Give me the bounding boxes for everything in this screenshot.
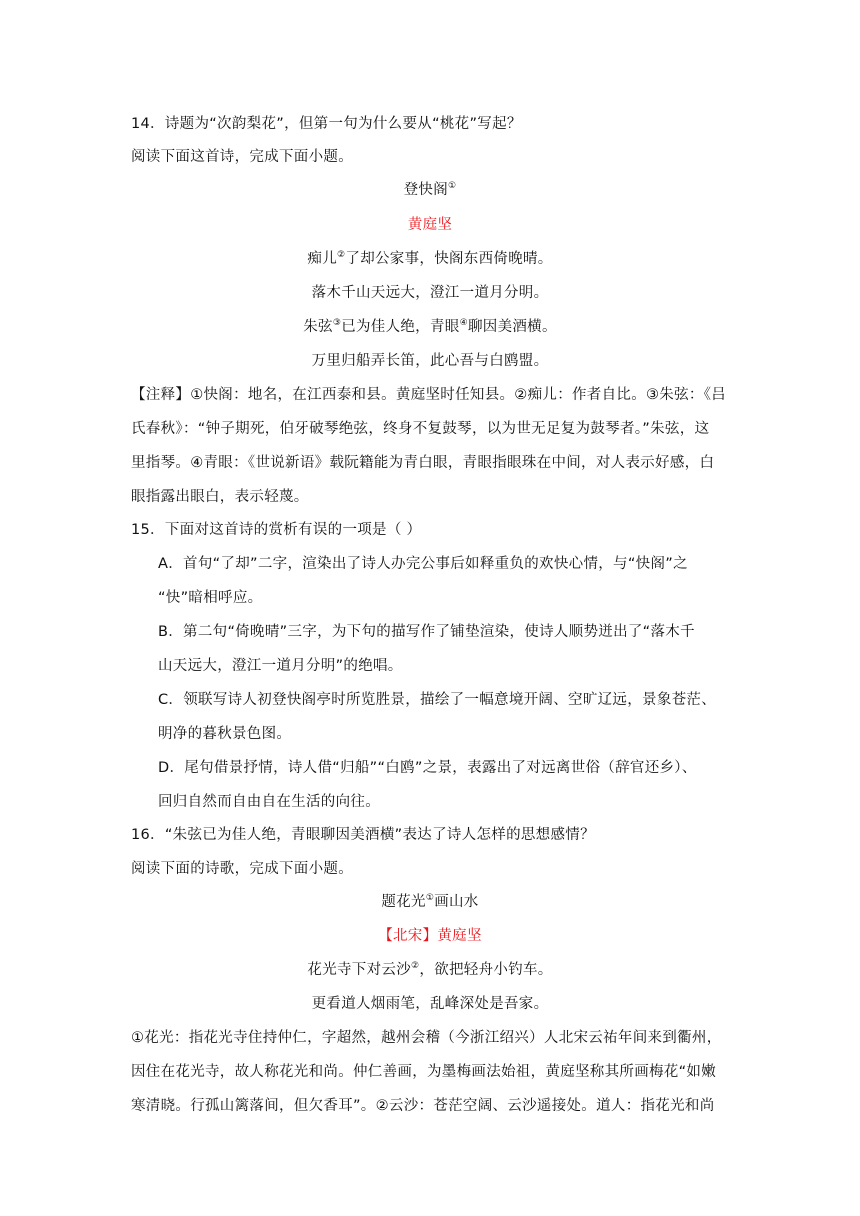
poem2-line-2: 更看道人烟雨笔，乱峰深处是吾家。: [311, 996, 549, 1012]
option-d: D．尾句借景抒情，诗人借“归船”“白鸥”之景，表露出了对远离世俗（辞官还乡）、: [158, 760, 697, 776]
option-b: B．第二句“倚晚晴”三字，为下句的描写作了铺垫渲染，使诗人顺势迸出了“落木千: [158, 624, 695, 640]
notes2-line: 寒清晓。行孤山篱落间，但欠香耳”。②云沙：苍茫空阔、云沙遥接处。道人：指花光和尚: [131, 1098, 715, 1114]
reading-instruction-1: 阅读下面这首诗，完成下面小题。: [131, 149, 353, 165]
notes1-line: 【注释】①快阁：地名，在江西泰和县。黄庭坚时任知县。②痴儿：作者自比。③朱弦：《吕: [131, 387, 727, 403]
reading-instruction-2: 阅读下面的诗歌，完成下面小题。: [131, 861, 353, 877]
notes2-line: 因住在花光寺，故人称花光和尚。仲仁善画，为墨梅画法始祖，黄庭坚称其所画梅花“如嫩: [131, 1064, 717, 1080]
question-16: 16．“朱弦已为佳人绝，青眼聊因美酒横”表达了诗人怎样的思想感情？: [131, 827, 595, 843]
option-d-cont: 回归自然而自由自在生活的向往。: [158, 794, 380, 810]
option-c: C．领联写诗人初登快阁亭时所览胜景，描绘了一幅意境开阔、空旷辽远，景象苍茫、: [158, 692, 717, 708]
notes1-line: 眼指露出眼白，表示轻蔑。: [131, 489, 309, 505]
question-14: 14．诗题为“次韵梨花”，但第一句为什么要从“桃花”写起？: [131, 116, 522, 132]
notes1-line: 里指琴。④青眼：《世说新语》载阮籍能为青白眼，青眼指眼珠在中间，对人表示好感，白: [131, 455, 715, 471]
notes2-line: ①花光：指花光寺住持仲仁，字超然，越州会稽（今浙江绍兴）人北宋云祐年间来到衢州，: [131, 1030, 722, 1046]
poem1-title: 登快阁①: [403, 181, 457, 198]
poem1-line-4: 万里归船弄长笛，此心吾与白鸥盟。: [311, 353, 549, 369]
poem2-title: 题花光①画山水: [381, 893, 479, 910]
poem1-line-1: 痴儿②了却公家事，快阁东西倚晚晴。: [307, 250, 553, 267]
option-c-cont: 明净的暮秋景色图。: [158, 726, 292, 742]
poem2-line-1: 花光寺下对云沙②，欲把轻舟小钓车。: [307, 961, 553, 978]
question-15-stem: 15．下面对这首诗的赏析有误的一项是（ ）: [131, 522, 422, 538]
poem1-author: 黄庭坚: [407, 217, 453, 233]
poem1-line-3: 朱弦③已为佳人绝，青眼④聊因美酒横。: [303, 318, 557, 335]
option-a: A．首句“了却”二字，渲染出了诗人办完公事后如释重负的欢快心情，与“快阁”之: [158, 556, 688, 572]
poem1-line-2: 落木千山天远大，澄江一道月分明。: [311, 285, 549, 301]
poem2-author: 【北宋】黄庭坚: [378, 928, 482, 944]
option-b-cont: 山天远大，澄江一道月分明”的绝唱。: [158, 658, 403, 674]
notes1-line: 氏春秋》：“钟子期死，伯牙破琴绝弦，终身不复鼓琴，以为世无足复为鼓琴者。”朱弦，这: [131, 421, 710, 437]
option-a-cont: “快”暗相呼应。: [158, 590, 263, 606]
